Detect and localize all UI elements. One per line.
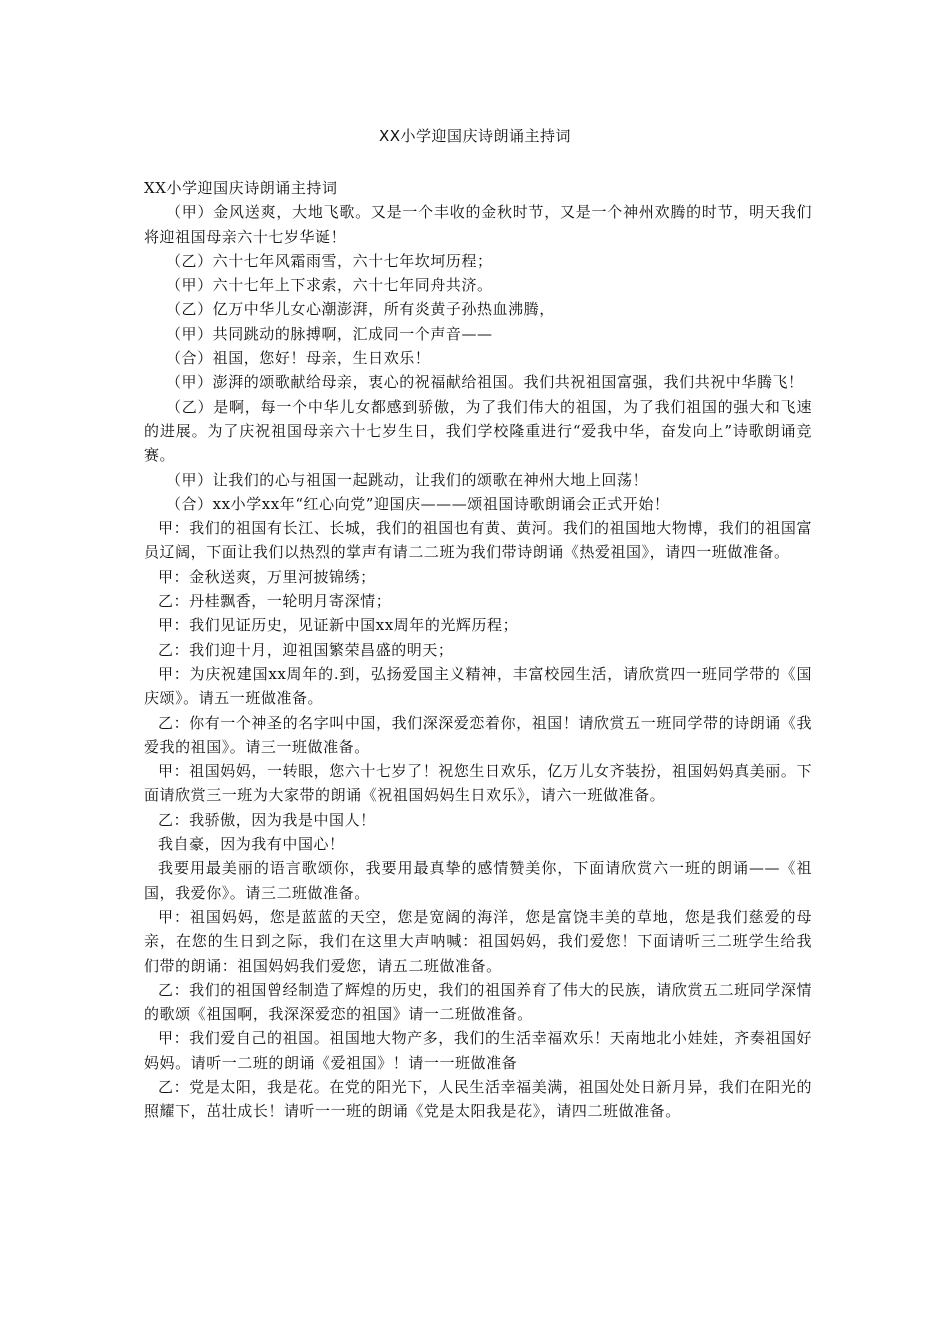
paragraph: （乙）是啊，每一个中华儿女都感到骄傲，为了我们伟大的祖国，为了我们祖国的强大和飞速的进展。为了庆祝祖国母亲六十七岁生日，我们学校隆重进行“爱我中华，奋发向上”诗歌朗诵竞赛。 (144, 397, 812, 465)
paragraph: （甲）澎湃的颂歌献给母亲，衷心的祝福献给祖国。我们共祝祖国富强，我们共祝中华腾飞！ (166, 373, 804, 392)
paragraph: 乙：党是太阳，我是花。在党的阳光下，人民生活幸福美满，祖国处处日新月异，我们在阳光的照耀下，茁壮成长！请听一一班的朗诵《党是太阳我是花》，请四二班做准备。 (144, 1077, 812, 1121)
paragraph: （合）xx小学xx年“红心向党”迎国庆———颂祖国诗歌朗诵会正式开始！ (166, 494, 670, 513)
paragraph: 甲：我们的祖国有长江、长城，我们的祖国也有黄、黄河。我们的祖国地大物博，我们的祖国富员辽阔，下面让我们以热烈的掌声有请二二班为我们带诗朗诵《热爱祖国》，请四一班做准备。 (144, 519, 812, 562)
paragraph: （甲）共同跳动的脉搏啊，汇成同一个声音—— (166, 324, 493, 343)
paragraph: （乙）六十七年风霜雨雪，六十七年坎坷历程； (166, 251, 493, 270)
paragraph: 我要用最美丽的语言歌颂你，我要用最真挚的感情赞美你，下面请欣赏六一班的朗诵——《祖国，我爱你》。请三二班做准备。 (144, 859, 812, 902)
body-heading: XX小学迎国庆诗朗诵主持词 (144, 179, 338, 197)
paragraph: 乙：我骄傲，因为我是中国人！ (158, 810, 376, 829)
paragraph: 甲：祖国妈妈，您是蓝蓝的天空，您是宽阔的海洋，您是富饶丰美的草地，您是我们慈爱的母亲，在您的生日到之际，我们在这里大声呐喊：祖国妈妈，我们爱您！下面请听三二班学生给我们带的朗诵：祖国妈妈我们爱您，请五二班做准备。 (144, 907, 812, 975)
paragraph: 甲：我们爱自己的祖国。祖国地大物产多，我们的生活幸福欢乐！天南地北小娃娃，齐奏祖国好妈妈。请听一二班的朗诵《爱祖国》！请一一班做准备 (144, 1029, 812, 1072)
paragraph: 乙：你有一个神圣的名字叫中国，我们深深爱恋着你，祖国！请欣赏五一班同学带的诗朗诵《我爱我的祖国》。请三一班做准备。 (144, 713, 812, 756)
paragraph: （甲）六十七年上下求索，六十七年同舟共济。 (166, 276, 493, 295)
paragraph: 乙：我们迎十月，迎祖国繁荣昌盛的明天； (158, 640, 454, 659)
paragraph: 乙：我们的祖国曾经制造了辉煌的历史，我们的祖国养育了伟大的民族，请欣赏五二班同学深情的歌颂《祖国啊，我深深爱恋的祖国》请一二班做准备。 (144, 980, 812, 1024)
paragraph: 乙：丹桂飘香，一轮明月寄深情； (158, 592, 392, 611)
paragraph: （甲）让我们的心与祖国一起跳动，让我们的颂歌在神州大地上回荡！ (166, 470, 649, 489)
paragraph: （乙）亿万中华儿女心潮澎湃，所有炎黄子孙热血沸腾， (166, 300, 555, 319)
paragraph: 甲：金秋送爽，万里河披锦绣； (158, 567, 376, 586)
document-body (144, 176, 812, 1124)
paragraph: （甲）金风送爽，大地飞歌。又是一个丰收的金秋时节，又是一个神州欢腾的时节，明天我们将迎祖国母亲六十七岁华诞！ (144, 203, 812, 246)
paragraph: 甲：祖国妈妈，一转眼，您六十七岁了！祝您生日欢乐，亿万儿女齐装扮，祖国妈妈真美丽。下面请欣赏三一班为大家带的朗诵《祝祖国妈妈生日欢乐》，请六一班做准备。 (144, 762, 812, 805)
paragraph: 我自豪，因为我有中国心！ (158, 835, 345, 854)
document-title: XX小学迎国庆诗朗诵主持词 (378, 127, 572, 145)
paragraph: 甲：我们见证历史，见证新中国xx周年的光辉历程； (158, 616, 519, 635)
paragraph: 甲：为庆祝建国xx周年的.到，弘扬爱国主义精神，丰富校园生活，请欣赏四一班同学带的《国庆颂》。请五一班做准备。 (144, 664, 812, 708)
paragraph: （合）祖国，您好！母亲，生日欢乐！ (166, 349, 431, 368)
